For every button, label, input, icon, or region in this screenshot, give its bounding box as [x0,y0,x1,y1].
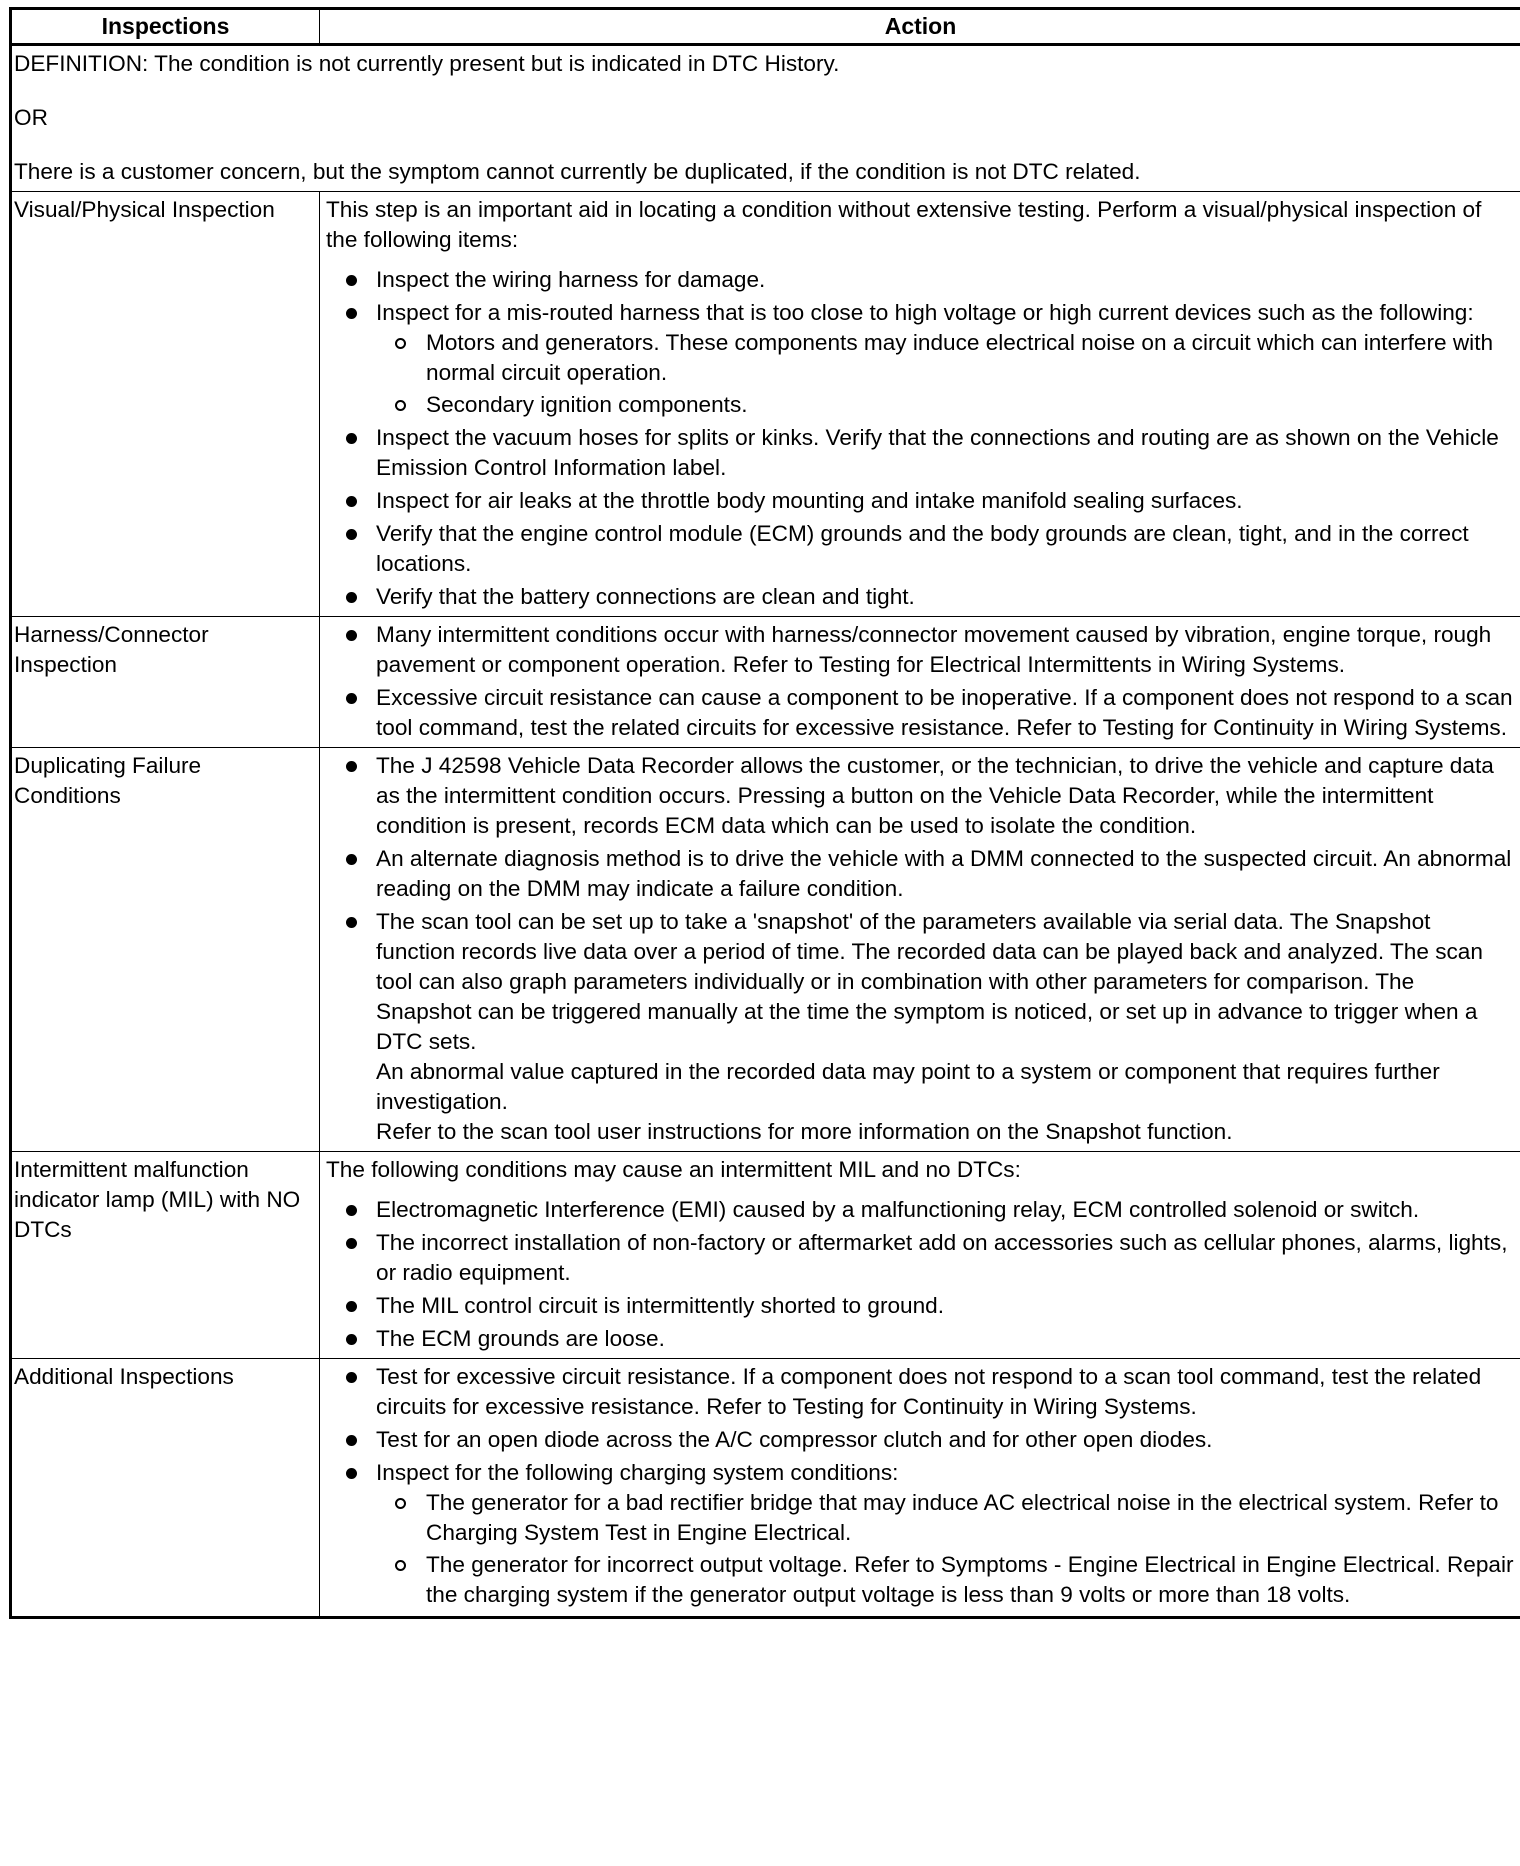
bullet-item [326,1362,1515,1422]
inspection-label: Visual/Physical Inspection [11,192,320,617]
bullet-text: Test for excessive circuit resistance. If a component does not respond to a scan tool command, test the related circuits for excessive resistance. Refer to Testing for Continuity in Wiring Systems. [376,1364,1482,1419]
bullet-text: The incorrect installation of non-factory or aftermarket add on accessories such as cellular phones, alarms, lights, or radio equipment. [376,1230,1508,1285]
bullet-content [376,751,1515,841]
bullet-text: Many intermittent conditions occur with harness/connector movement caused by vibration, engine torque, rough pavement or component operation. Refer to Testing for Electrical Intermittents in Wiring Systems. [376,622,1492,677]
bullet-item [326,1458,1515,1610]
inspection-row [11,192,1520,617]
bullet-item [326,298,1515,420]
action-cell [320,748,1520,1152]
action-cell [320,192,1520,617]
action-intro: The following conditions may cause an intermittent MIL and no DTCs: [326,1157,1021,1182]
bullet-content [376,1458,1515,1488]
bullet-text: An alternate diagnosis method is to drive the vehicle with a DMM connected to the suspected circuit. An abnormal reading on the DMM may indicate a failure condition. [376,846,1512,901]
header-action: Action [320,9,1520,45]
bullet-item [326,907,1515,1147]
document-page [9,7,1520,1619]
bullet-list [326,1195,1515,1354]
bullet-content [376,1291,1515,1321]
bullet-item [326,1228,1515,1288]
bullet-content [376,423,1515,483]
bullet-item [326,486,1515,516]
bullet-content [376,907,1515,1147]
definition-cell [11,45,1520,192]
bullet-item [326,620,1515,680]
bullet-content [376,1195,1515,1225]
inspection-row [11,748,1520,1152]
bullet-text: Inspect for air leaks at the throttle body mounting and intake manifold sealing surfaces. [376,488,1243,513]
bullet-content [376,1425,1515,1455]
bullet-item [326,519,1515,579]
bullet-content [376,486,1515,516]
bullet-text: Electromagnetic Interference (EMI) caused by a malfunctioning relay, ECM controlled solenoid or switch. [376,1197,1420,1222]
sub-bullet-item: The generator for incorrect output voltage. Refer to Symptoms - Engine Electrical in Engine Electrical. Repair the charging system if the generator output voltage is less than 9 volts or more than 18 volts. [376,1550,1515,1610]
definition-row [11,45,1520,192]
action-cell [320,617,1520,748]
bullet-item [326,423,1515,483]
bullet-content [376,1362,1515,1422]
bullet-item [326,1324,1515,1354]
bullet-item [326,1425,1515,1455]
bullet-text: The J 42598 Vehicle Data Recorder allows the customer, or the technician, to drive the vehicle and capture data as the intermittent condition occurs. Pressing a button on the Vehicle Data Recorder, while the intermittent condition is present, records ECM data which can be used to isolate the condition. [376,753,1494,838]
bullet-text: The MIL control circuit is intermittently shorted to ground. [376,1293,945,1318]
header-row [11,9,1520,45]
action-cell [320,1359,1520,1618]
bullet-content [376,620,1515,680]
definition-or: OR [14,105,48,130]
bullet-text: Inspect for the following charging system conditions: [376,1460,899,1485]
bullet-list [326,265,1515,612]
sub-bullet-item: Motors and generators. These components may induce electrical noise on a circuit which can interfere with normal circuit operation. [376,328,1515,388]
bullet-content [376,582,1515,612]
bullet-item [326,1195,1515,1225]
bullet-text: Inspect for a mis-routed harness that is too close to high voltage or high current devices such as the following: [376,300,1474,325]
bullet-item [326,751,1515,841]
inspection-row [11,1359,1520,1618]
inspection-label: Intermittent malfunction indicator lamp (MIL) with NO DTCs [11,1152,320,1359]
inspection-row [11,1152,1520,1359]
bullet-text: The ECM grounds are loose. [376,1326,665,1351]
sub-bullet-item: The generator for a bad rectifier bridge that may induce AC electrical noise in the electrical system. Refer to Charging System Test in Engine Electrical. [376,1488,1515,1548]
bullet-item [326,582,1515,612]
bullet-item [326,683,1515,743]
bullet-content [376,1324,1515,1354]
bullet-text: Inspect the wiring harness for damage. [376,267,766,292]
header-inspections: Inspections [11,9,320,45]
bullet-text: The scan tool can be set up to take a 'snapshot' of the parameters available via serial data. The Snapshot function records live data over a period of time. The recorded data can be played back and analyzed. The scan tool can also graph parameters individually or in combination with other parameters for comparison. The Snapshot can be triggered manually at the time the symptom is noticed, or set up in advance to trigger when a DTC sets. [376,909,1483,1054]
bullet-text: Excessive circuit resistance can cause a component to be inoperative. If a component does not respond to a scan tool command, test the related circuits for excessive resistance. Refer to Testing for Continuity in Wiring Systems. [376,685,1513,740]
bullet-content [376,298,1515,328]
definition-text: DEFINITION: The condition is not currently present but is indicated in DTC History. [14,51,840,76]
bullet-text: Verify that the battery connections are clean and tight. [376,584,915,609]
bullet-content [376,683,1515,743]
bullet-text: Verify that the engine control module (ECM) grounds and the body grounds are clean, tight, and in the correct locations. [376,521,1469,576]
bullet-content [376,844,1515,904]
bullet-item [326,265,1515,295]
bullet-list [326,620,1515,743]
bullet-extra-text: An abnormal value captured in the recorded data may point to a system or component that requires further investigation. [376,1059,1440,1114]
sub-bullet-item: Secondary ignition components. [376,390,1515,420]
inspection-label: Duplicating Failure Conditions [11,748,320,1152]
bullet-text: Inspect the vacuum hoses for splits or kinks. Verify that the connections and routing are as shown on the Vehicle Emission Control Information label. [376,425,1499,480]
bullet-content [376,1228,1515,1288]
bullet-list [326,1362,1515,1610]
action-intro: This step is an important aid in locating a condition without extensive testing. Perform a visual/physical inspection of the following items: [326,197,1482,252]
bullet-list [326,751,1515,1147]
inspections-table [9,7,1520,1619]
definition-concern: There is a customer concern, but the symptom cannot currently be duplicated, if the condition is not DTC related. [14,159,1141,184]
inspection-row [11,617,1520,748]
bullet-item [326,844,1515,904]
bullet-text: Test for an open diode across the A/C compressor clutch and for other open diodes. [376,1427,1213,1452]
action-cell [320,1152,1520,1359]
inspection-label: Harness/Connector Inspection [11,617,320,748]
bullet-extra-text: Refer to the scan tool user instructions for more information on the Snapshot function. [376,1119,1233,1144]
bullet-item [326,1291,1515,1321]
sub-bullet-list [376,1488,1515,1610]
bullet-content [376,265,1515,295]
inspection-label: Additional Inspections [11,1359,320,1618]
bullet-content [376,519,1515,579]
sub-bullet-list [376,328,1515,420]
